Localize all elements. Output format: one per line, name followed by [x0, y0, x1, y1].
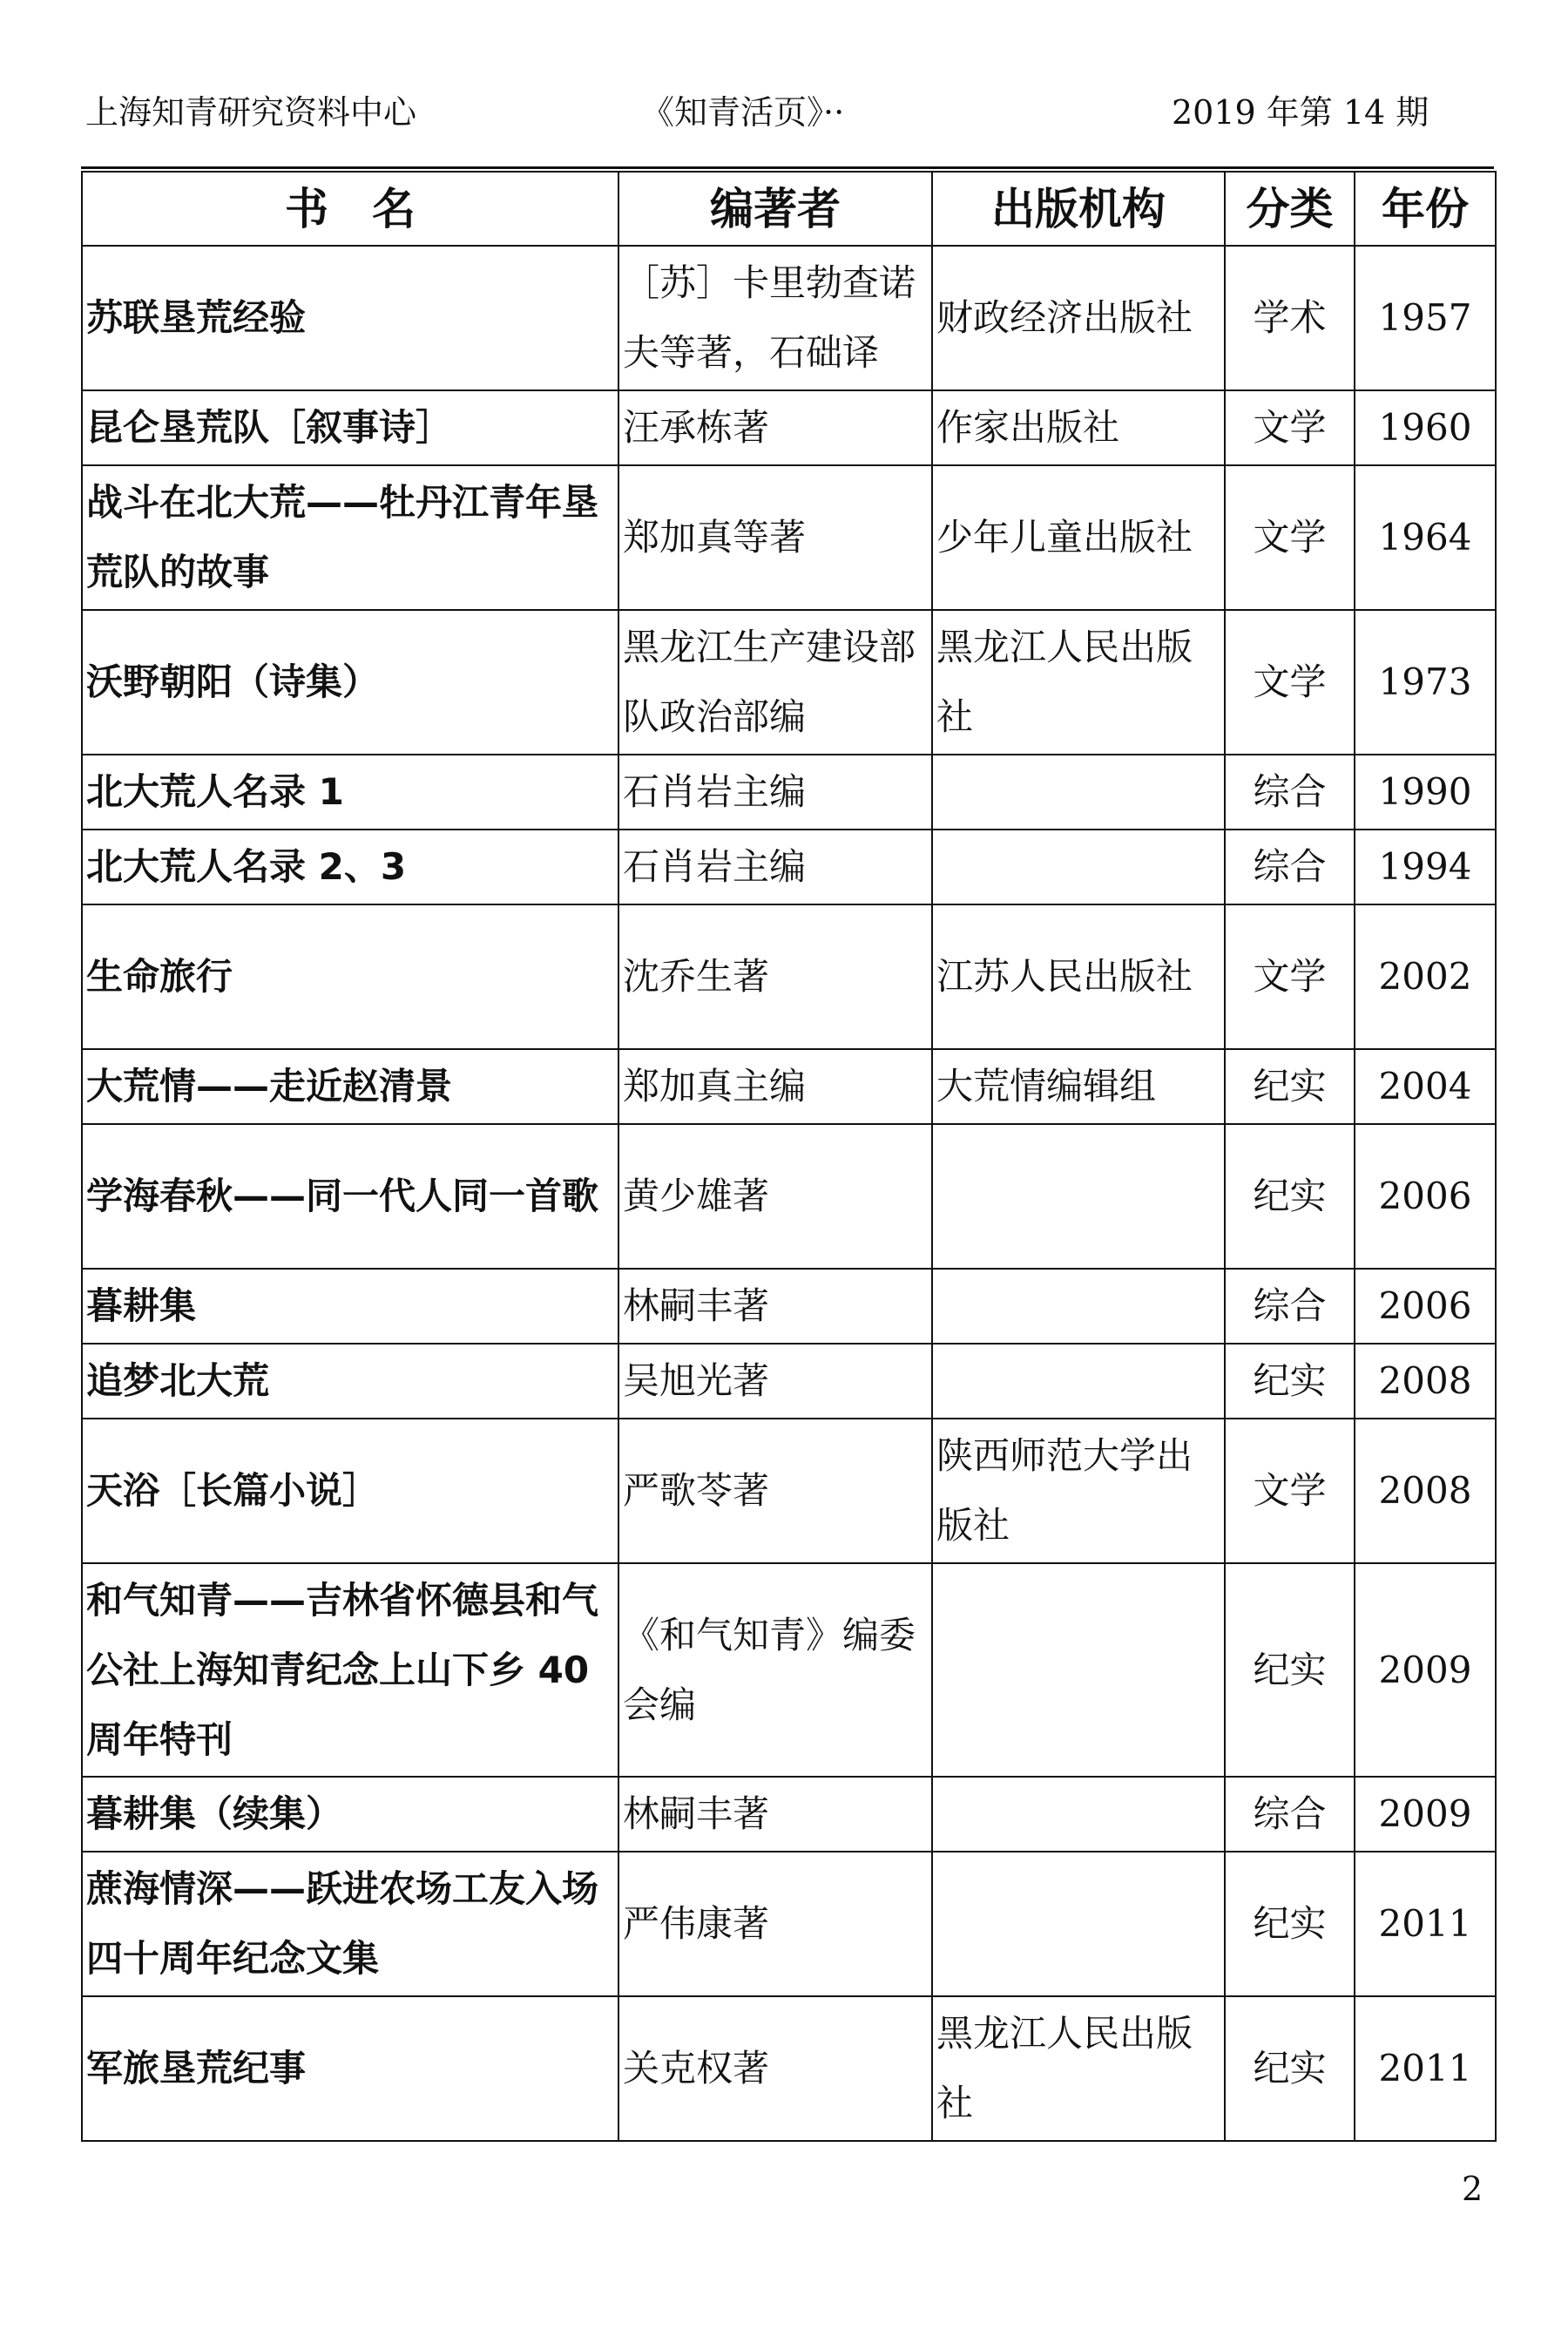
book-publisher — [932, 1777, 1225, 1852]
book-category: 纪实 — [1225, 1344, 1355, 1419]
book-publisher — [932, 830, 1225, 904]
table-row — [82, 755, 1496, 830]
table-row — [82, 1124, 1496, 1269]
book-author: 黑龙江生产建设部队政治部编 — [618, 610, 932, 755]
book-year: 1960 — [1355, 390, 1496, 465]
book-author: 林嗣丰著 — [618, 1269, 932, 1344]
book-publisher: 作家出版社 — [932, 390, 1225, 465]
page-number: 2 — [1462, 2170, 1484, 2208]
book-title: 天浴［长篇小说］ — [82, 1419, 618, 1563]
book-year: 2008 — [1355, 1344, 1496, 1419]
book-author: ［苏］卡里勃查诺夫等著，石础译 — [618, 246, 932, 390]
book-title: 暮耕集 — [82, 1269, 618, 1344]
book-publisher: 江苏人民出版社 — [932, 904, 1225, 1049]
book-table — [81, 171, 1497, 2142]
book-title: 大荒情——走近赵清景 — [82, 1049, 618, 1124]
book-publisher: 大荒情编辑组 — [932, 1049, 1225, 1124]
book-category: 文学 — [1225, 390, 1355, 465]
book-publisher: 少年儿童出版社 — [932, 465, 1225, 610]
book-publisher — [932, 1563, 1225, 1777]
book-year: 1964 — [1355, 465, 1496, 610]
book-category: 综合 — [1225, 1777, 1355, 1852]
book-category: 纪实 — [1225, 1996, 1355, 2141]
book-year: 1990 — [1355, 755, 1496, 830]
book-year: 2004 — [1355, 1049, 1496, 1124]
table-row — [82, 830, 1496, 904]
table-header-row — [82, 172, 1496, 246]
book-publisher — [932, 1852, 1225, 1996]
book-category: 纪实 — [1225, 1563, 1355, 1777]
book-author: 黄少雄著 — [618, 1124, 932, 1269]
table-row — [82, 246, 1496, 390]
book-title: 昆仑垦荒队［叙事诗］ — [82, 390, 618, 465]
table-row — [82, 1777, 1496, 1852]
book-category: 纪实 — [1225, 1852, 1355, 1996]
column-header-publisher: 出版机构 — [932, 172, 1225, 246]
table-row — [82, 1344, 1496, 1419]
column-header-category: 分类 — [1225, 172, 1355, 246]
book-publisher — [932, 1344, 1225, 1419]
book-category: 文学 — [1225, 904, 1355, 1049]
book-year: 1973 — [1355, 610, 1496, 755]
table-row — [82, 610, 1496, 755]
book-author: 郑加真等著 — [618, 465, 932, 610]
book-author: 《和气知青》编委会编 — [618, 1563, 932, 1777]
book-category: 文学 — [1225, 465, 1355, 610]
book-category: 综合 — [1225, 830, 1355, 904]
book-title: 军旅垦荒纪事 — [82, 1996, 618, 2141]
table-row — [82, 1852, 1496, 1996]
book-publisher: 黑龙江人民出版社 — [932, 610, 1225, 755]
book-title: 战斗在北大荒——牡丹江青年垦荒队的故事 — [82, 465, 618, 610]
book-category: 学术 — [1225, 246, 1355, 390]
book-author: 石肖岩主编 — [618, 830, 932, 904]
book-title: 和气知青——吉林省怀德县和气公社上海知青纪念上山下乡 40 周年特刊 — [82, 1563, 618, 1777]
header-issue: 2019 年第 14 期 — [1172, 93, 1429, 132]
column-header-title: 书 名 — [82, 172, 618, 246]
header-organization: 上海知青研究资料中心 — [85, 93, 417, 132]
book-author: 郑加真主编 — [618, 1049, 932, 1124]
book-author: 吴旭光著 — [618, 1344, 932, 1419]
book-title: 暮耕集（续集） — [82, 1777, 618, 1852]
header-publication: 《知青活页》·· — [641, 93, 845, 132]
table-row — [82, 1563, 1496, 1777]
table-row — [82, 1269, 1496, 1344]
book-year: 2006 — [1355, 1269, 1496, 1344]
book-author: 严伟康著 — [618, 1852, 932, 1996]
table-row — [82, 1049, 1496, 1124]
book-publisher — [932, 1269, 1225, 1344]
book-title: 北大荒人名录 1 — [82, 755, 618, 830]
book-category: 文学 — [1225, 610, 1355, 755]
book-category: 综合 — [1225, 755, 1355, 830]
book-year: 1994 — [1355, 830, 1496, 904]
header-rule — [81, 166, 1494, 169]
book-title: 追梦北大荒 — [82, 1344, 618, 1419]
book-year: 2011 — [1355, 1996, 1496, 2141]
table-row — [82, 1419, 1496, 1563]
book-publisher — [932, 755, 1225, 830]
book-title: 苏联垦荒经验 — [82, 246, 618, 390]
book-year: 2009 — [1355, 1777, 1496, 1852]
book-author: 林嗣丰著 — [618, 1777, 932, 1852]
book-year: 2006 — [1355, 1124, 1496, 1269]
book-author: 汪承栋著 — [618, 390, 932, 465]
book-author: 石肖岩主编 — [618, 755, 932, 830]
book-category: 纪实 — [1225, 1124, 1355, 1269]
book-year: 2002 — [1355, 904, 1496, 1049]
book-publisher — [932, 1124, 1225, 1269]
book-title: 沃野朝阳（诗集） — [82, 610, 618, 755]
book-title: 蔗海情深——跃进农场工友入场四十周年纪念文集 — [82, 1852, 618, 1996]
book-author: 严歌苓著 — [618, 1419, 932, 1563]
book-author: 沈乔生著 — [618, 904, 932, 1049]
book-category: 综合 — [1225, 1269, 1355, 1344]
book-year: 1957 — [1355, 246, 1496, 390]
book-year: 2011 — [1355, 1852, 1496, 1996]
book-title: 学海春秋——同一代人同一首歌 — [82, 1124, 618, 1269]
book-title: 生命旅行 — [82, 904, 618, 1049]
book-author: 关克权著 — [618, 1996, 932, 2141]
table-row — [82, 1996, 1496, 2141]
book-title: 北大荒人名录 2、3 — [82, 830, 618, 904]
column-header-year: 年份 — [1355, 172, 1496, 246]
book-category: 文学 — [1225, 1419, 1355, 1563]
table-row — [82, 390, 1496, 465]
table-row — [82, 904, 1496, 1049]
book-publisher: 黑龙江人民出版社 — [932, 1996, 1225, 2141]
book-publisher: 陕西师范大学出版社 — [932, 1419, 1225, 1563]
book-category: 纪实 — [1225, 1049, 1355, 1124]
book-publisher: 财政经济出版社 — [932, 246, 1225, 390]
book-year: 2008 — [1355, 1419, 1496, 1563]
column-header-author: 编著者 — [618, 172, 932, 246]
table-row — [82, 465, 1496, 610]
book-year: 2009 — [1355, 1563, 1496, 1777]
